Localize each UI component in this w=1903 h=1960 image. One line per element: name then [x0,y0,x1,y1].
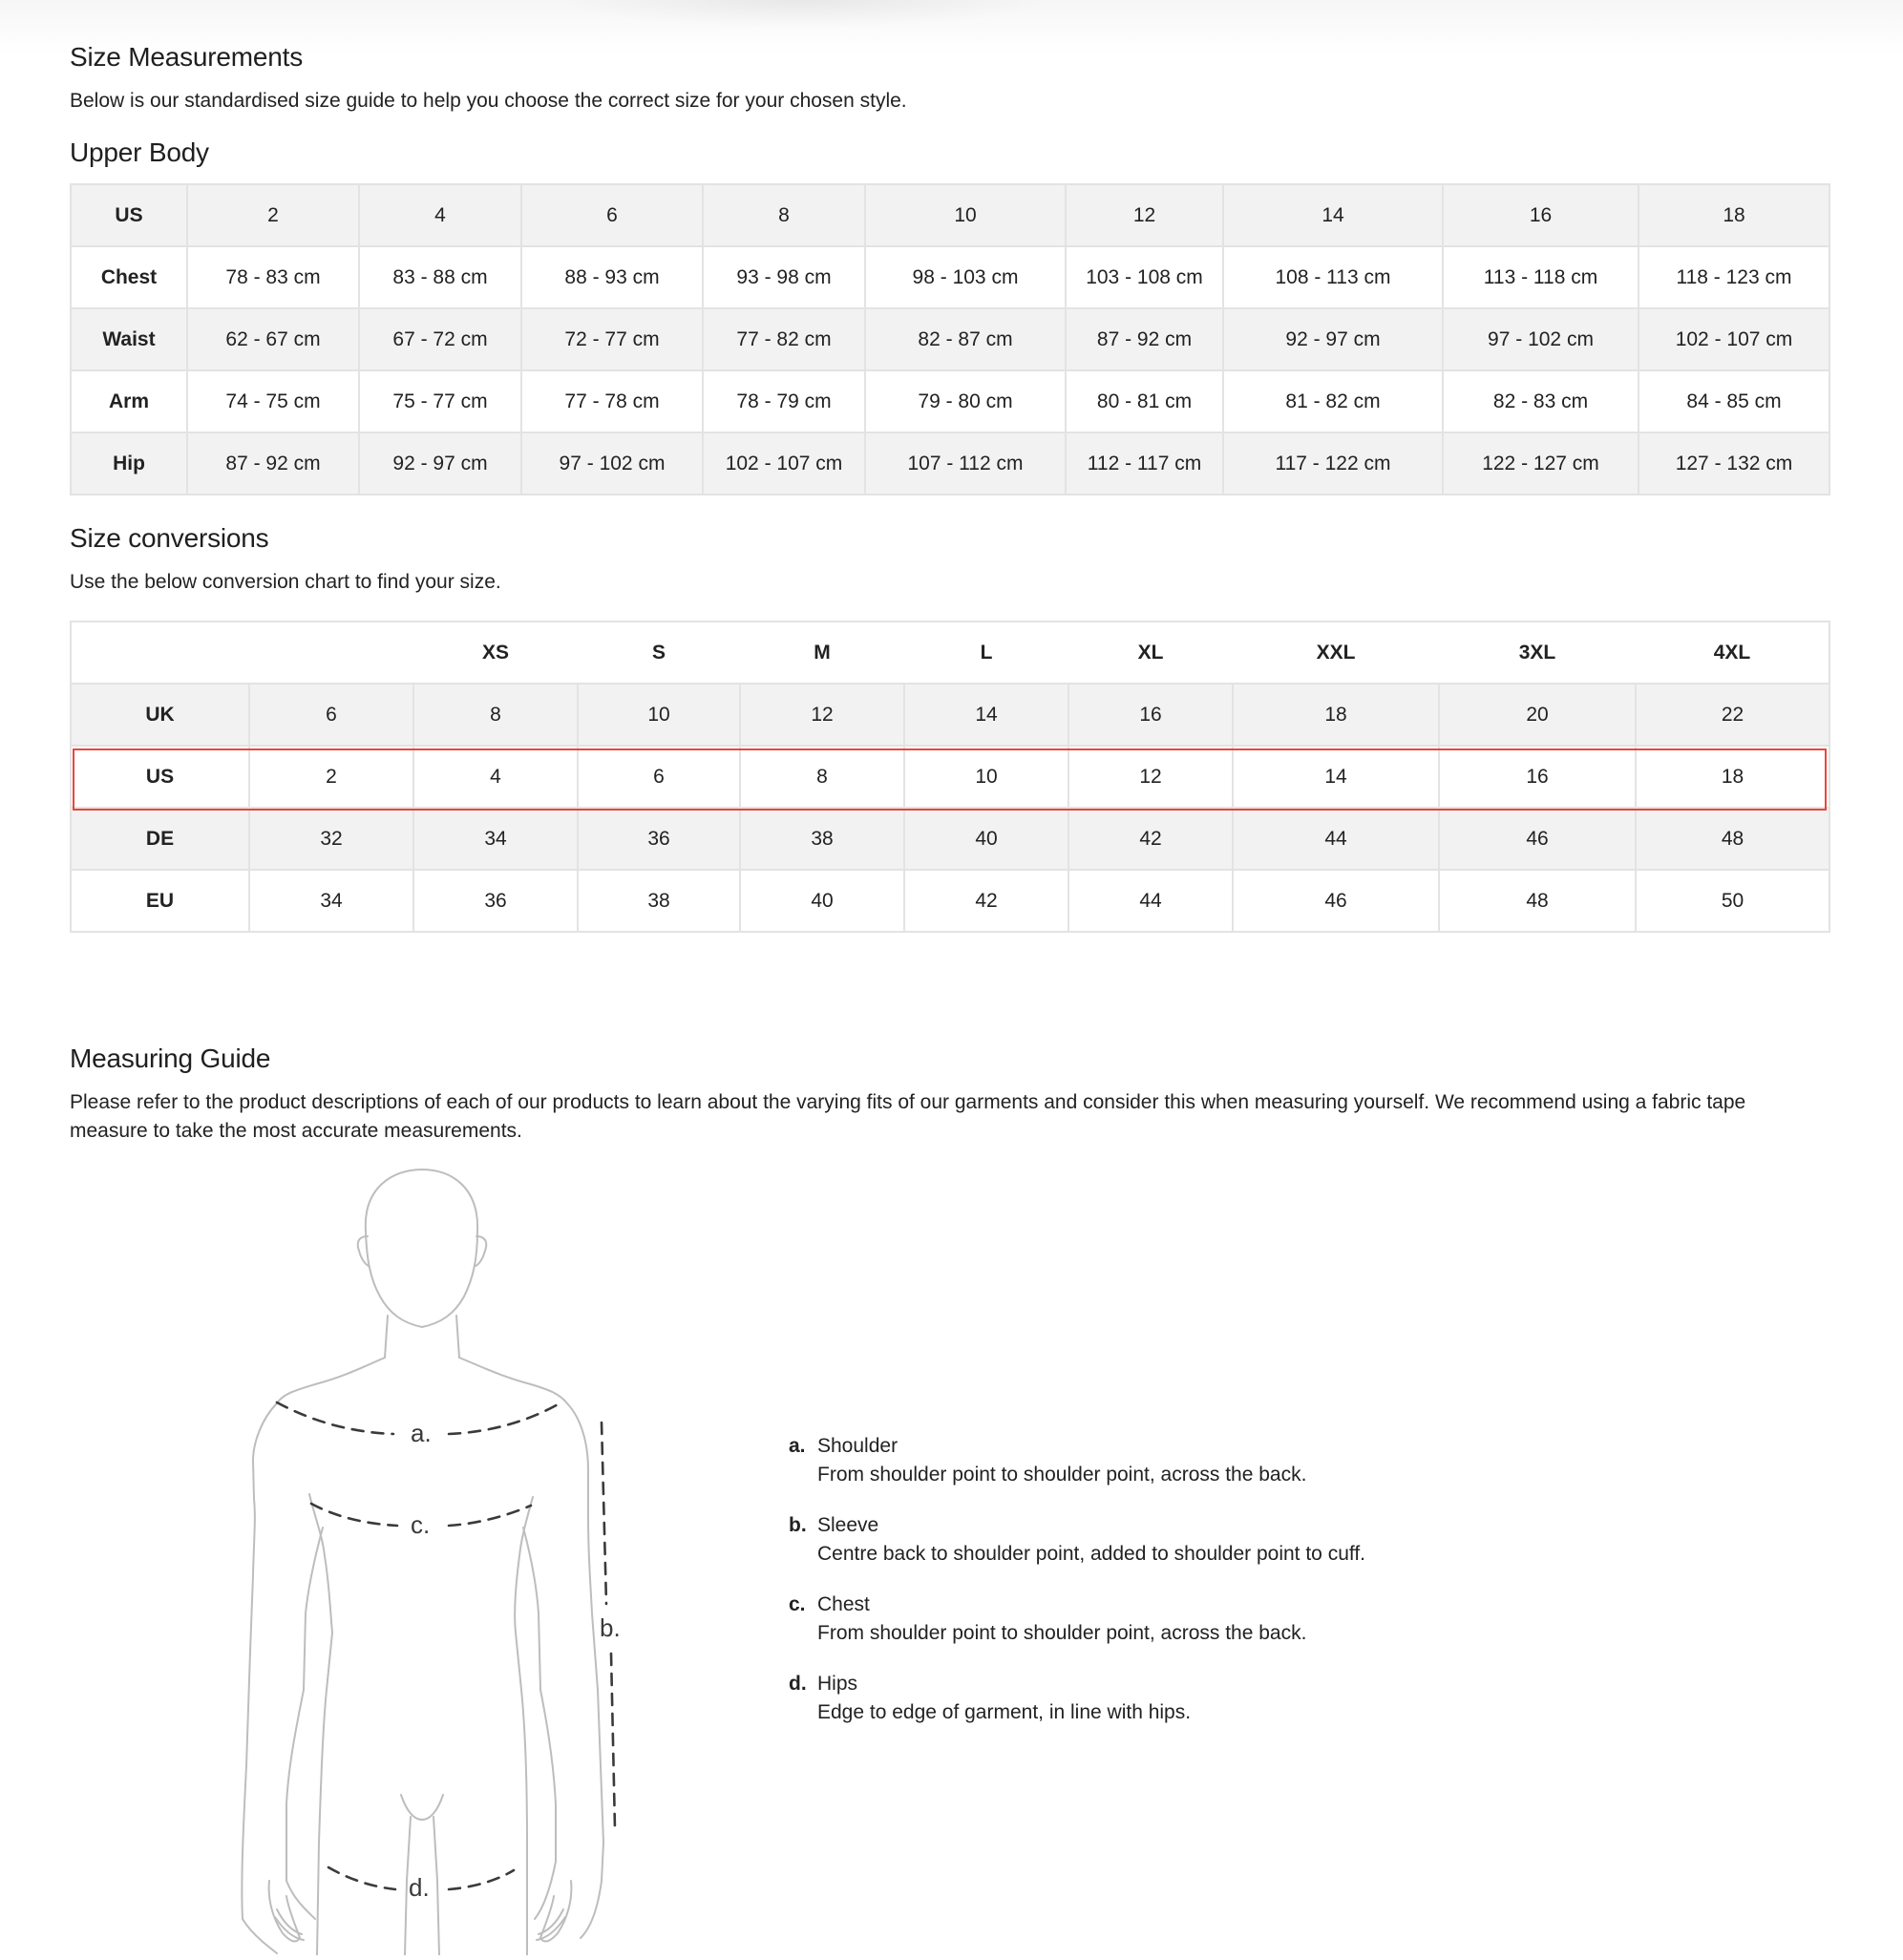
table-cell: 14 [1233,746,1439,808]
chest-measure-line-right [449,1506,531,1526]
row-label-cell: Arm [71,370,187,432]
table-row [71,870,1829,932]
table-row [71,746,1829,808]
table-cell: 103 - 108 cm [1066,246,1223,308]
legend-name: Sleeve [817,1514,879,1536]
table-cell: 8 [413,684,578,746]
table-cell: 8 [740,746,904,808]
legend-letter: d. [789,1673,807,1695]
size-measurements-title: Size Measurements [70,42,304,72]
table-cell: 48 [1636,808,1829,870]
header-cell: 8 [703,184,865,246]
table-cell: 14 [904,684,1068,746]
table-cell: 92 - 97 cm [1223,308,1443,370]
sleeve-measure-line-top [602,1423,606,1604]
table-cell: 6 [578,746,740,808]
table-cell: 42 [904,870,1068,932]
table-cell: 36 [413,870,578,932]
size-measurements-description: Below is our standardised size guide to help you choose the correct size for your chosen style. [70,90,907,112]
table-cell: 12 [1068,746,1233,808]
legend-description: From shoulder point to shoulder point, across the back. [817,1622,1307,1644]
table-cell: 44 [1068,870,1233,932]
measurement-legend [789,1435,1648,1752]
table-cell: 83 - 88 cm [359,246,521,308]
size-header-row [71,184,1829,246]
table-cell: 79 - 80 cm [865,370,1066,432]
header-cell: L [904,622,1068,684]
header-cell: 2 [187,184,359,246]
table-cell: 72 - 77 cm [521,308,703,370]
header-cell: XXL [1233,622,1439,684]
table-cell: 18 [1636,746,1829,808]
header-cell: 14 [1223,184,1443,246]
table-cell: 82 - 87 cm [865,308,1066,370]
table-cell: 36 [578,808,740,870]
left-inner-arm [286,1528,323,1919]
table-cell: 81 - 82 cm [1223,370,1443,432]
table-cell: 87 - 92 cm [1066,308,1223,370]
table-cell: 87 - 92 cm [187,432,359,495]
size-label-header-row [71,622,1829,684]
table-row [71,246,1829,308]
table-cell: 74 - 75 cm [187,370,359,432]
table-cell: 16 [1068,684,1233,746]
sleeve-measure-line-bottom [611,1654,615,1829]
table-cell: 62 - 67 cm [187,308,359,370]
label-d: d. [409,1873,430,1902]
size-conversions-description: Use the below conversion chart to find your size. [70,571,501,593]
legend-description: Edge to edge of garment, in line with hips. [817,1701,1192,1723]
label-c: c. [411,1510,431,1539]
header-cell: 4XL [1636,622,1829,684]
legend-item-sleeve [789,1514,1648,1593]
table-cell: 40 [904,808,1068,870]
table-cell: 12 [740,684,904,746]
legend-description: From shoulder point to shoulder point, across the back. [817,1464,1307,1486]
left-shoulder [242,1358,385,1953]
table-cell: 6 [249,684,413,746]
table-cell: 4 [413,746,578,808]
table-cell: 2 [249,746,413,808]
header-cell [71,622,249,684]
legend-description: Centre back to shoulder point, added to shoulder point to cuff. [817,1543,1365,1565]
table-cell: 98 - 103 cm [865,246,1066,308]
legend-letter: c. [789,1593,806,1615]
label-a: a. [411,1419,432,1447]
row-label-cell: DE [71,808,249,870]
legend-item-chest [789,1593,1648,1673]
table-row [71,808,1829,870]
body-measurement-figure [220,1155,649,1955]
header-cell: 12 [1066,184,1223,246]
right-shoulder [459,1358,603,1938]
header-cell: 3XL [1439,622,1636,684]
label-b: b. [600,1613,621,1642]
body-outline-svg [220,1155,649,1955]
table-cell: 118 - 123 cm [1639,246,1829,308]
header-cell: 18 [1639,184,1829,246]
table-cell: 102 - 107 cm [703,432,865,495]
table-cell: 32 [249,808,413,870]
table-cell: 67 - 72 cm [359,308,521,370]
table-cell: 20 [1439,684,1636,746]
shoulder-measure-line-right [449,1403,560,1434]
legend-item-shoulder [789,1435,1648,1514]
hips-measure-line-right [449,1870,514,1889]
table-row [71,308,1829,370]
table-cell: 84 - 85 cm [1639,370,1829,432]
table-cell: 34 [413,808,578,870]
table-cell: 108 - 113 cm [1223,246,1443,308]
header-cell: 16 [1443,184,1639,246]
table-cell: 50 [1636,870,1829,932]
legend-name: Shoulder [817,1435,899,1457]
header-cell [249,622,413,684]
table-cell: 117 - 122 cm [1223,432,1443,495]
right-inner-leg [433,1817,439,1955]
row-label-cell: Hip [71,432,187,495]
table-cell: 88 - 93 cm [521,246,703,308]
table-cell: 38 [578,870,740,932]
table-cell: 10 [578,684,740,746]
legend-letter: a. [789,1435,806,1457]
measuring-guide-title: Measuring Guide [70,1043,271,1073]
table-cell: 97 - 102 cm [521,432,703,495]
size-conversions-title: Size conversions [70,523,269,553]
table-cell: 93 - 98 cm [703,246,865,308]
header-cell: 4 [359,184,521,246]
header-cell: XS [413,622,578,684]
table-cell: 78 - 79 cm [703,370,865,432]
table-cell: 97 - 102 cm [1443,308,1639,370]
neck-left [385,1316,388,1358]
legend-item-hips [789,1673,1648,1752]
table-cell: 77 - 82 cm [703,308,865,370]
size-conversions-table [70,621,1830,933]
table-cell: 48 [1439,870,1636,932]
right-inner-arm [523,1528,556,1919]
shoulder-measure-line-left [277,1402,393,1434]
header-cell: 10 [865,184,1066,246]
row-label-cell: UK [71,684,249,746]
table-cell: 40 [740,870,904,932]
table-cell: 122 - 127 cm [1443,432,1639,495]
table-cell: 77 - 78 cm [521,370,703,432]
upper-body-title: Upper Body [70,137,209,167]
table-cell: 127 - 132 cm [1639,432,1829,495]
row-label-cell: US [71,746,249,808]
table-cell: 16 [1439,746,1636,808]
legend-name: Hips [817,1673,858,1695]
table-cell: 44 [1233,808,1439,870]
row-label-cell: Chest [71,246,187,308]
table-cell: 107 - 112 cm [865,432,1066,495]
table-row [71,684,1829,746]
table-cell: 112 - 117 cm [1066,432,1223,495]
measuring-guide-description: Please refer to the product descriptions of each of our products to learn about the varying fits of our garments and consider this when measuring yourself. We recommend using a fabric tape measure to take the most accurate measurements. [70,1091,1746,1142]
table-cell: 113 - 118 cm [1443,246,1639,308]
table-cell: 34 [249,870,413,932]
table-cell: 82 - 83 cm [1443,370,1639,432]
left-torso [309,1494,332,1955]
chest-measure-line-left [311,1504,397,1526]
head-outline [366,1170,477,1327]
header-cell: XL [1068,622,1233,684]
table-cell: 22 [1636,684,1829,746]
table-cell: 75 - 77 cm [359,370,521,432]
table-cell: 46 [1233,870,1439,932]
legend-letter: b. [789,1514,807,1536]
hips-measure-line-left [328,1867,395,1889]
row-label-cell: Waist [71,308,187,370]
table-cell: 10 [904,746,1068,808]
neck-right [456,1316,459,1358]
header-cell: 6 [521,184,703,246]
table-cell: 18 [1233,684,1439,746]
crotch [401,1795,443,1820]
table-cell: 92 - 97 cm [359,432,521,495]
table-row [71,370,1829,432]
table-cell: 102 - 107 cm [1639,308,1829,370]
right-torso [515,1497,533,1955]
table-cell: 46 [1439,808,1636,870]
table-cell: 78 - 83 cm [187,246,359,308]
table-cell: 42 [1068,808,1233,870]
header-cell: S [578,622,740,684]
table-cell: 80 - 81 cm [1066,370,1223,432]
upper-body-table [70,183,1830,495]
table-row [71,432,1829,495]
legend-name: Chest [817,1593,870,1615]
header-cell: M [740,622,904,684]
row-label-cell: EU [71,870,249,932]
table-cell: 38 [740,808,904,870]
header-cell: US [71,184,187,246]
